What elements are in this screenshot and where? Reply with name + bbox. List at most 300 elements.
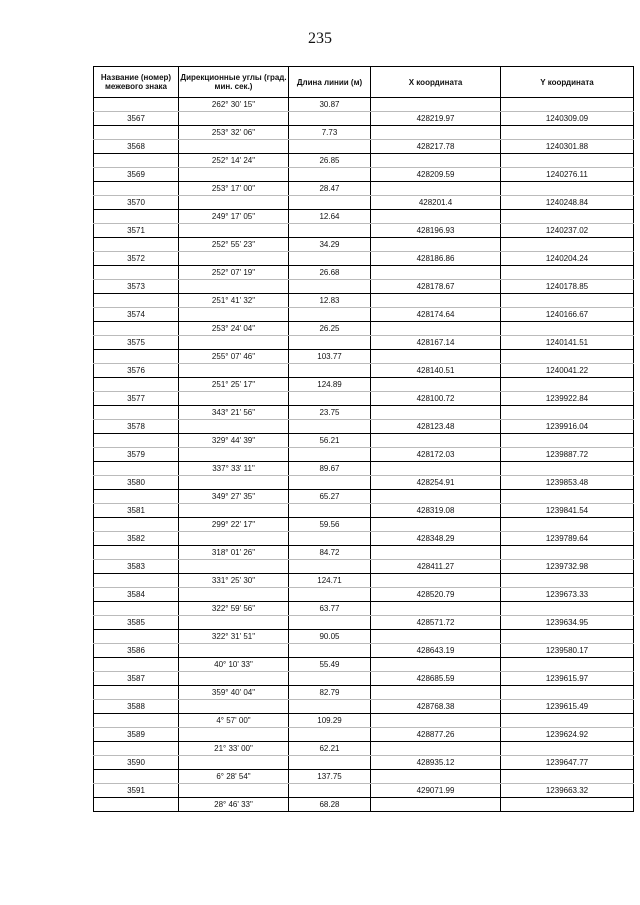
cell-x	[371, 490, 501, 504]
cell-name	[94, 350, 179, 364]
cell-y	[501, 266, 634, 280]
cell-angle	[179, 476, 289, 490]
cell-angle: 251° 25' 17"	[179, 378, 289, 392]
cell-x: 428100.72	[371, 392, 501, 406]
cell-angle: 252° 14' 24"	[179, 154, 289, 168]
cell-name	[94, 742, 179, 756]
table-row-point	[94, 700, 634, 714]
cell-name: 3577	[94, 392, 179, 406]
header-x: X координата	[371, 67, 501, 98]
cell-x: 428643.19	[371, 644, 501, 658]
cell-angle	[179, 364, 289, 378]
cell-angle	[179, 420, 289, 434]
cell-length	[289, 168, 371, 182]
cell-x: 428186.86	[371, 252, 501, 266]
table-row-segment	[94, 770, 634, 784]
cell-x: 428768.38	[371, 700, 501, 714]
cell-angle: 299° 22' 17"	[179, 518, 289, 532]
cell-name	[94, 210, 179, 224]
cell-x: 428196.93	[371, 224, 501, 238]
cell-y	[501, 182, 634, 196]
cell-y	[501, 462, 634, 476]
cell-length	[289, 252, 371, 266]
table-row-point	[94, 756, 634, 770]
cell-x: 428140.51	[371, 364, 501, 378]
cell-y: 1239624.92	[501, 728, 634, 742]
cell-x: 428348.29	[371, 532, 501, 546]
cell-x: 428219.97	[371, 112, 501, 126]
table-row-point	[94, 476, 634, 490]
cell-name	[94, 434, 179, 448]
cell-name: 3583	[94, 560, 179, 574]
cell-angle	[179, 700, 289, 714]
cell-length: 28.47	[289, 182, 371, 196]
cell-angle: 253° 32' 06"	[179, 126, 289, 140]
cell-y	[501, 714, 634, 728]
cell-length: 12.83	[289, 294, 371, 308]
table-row-point	[94, 672, 634, 686]
cell-name	[94, 518, 179, 532]
table-row-segment	[94, 742, 634, 756]
cell-y	[501, 602, 634, 616]
cell-y: 1240141.51	[501, 336, 634, 350]
table-row-segment	[94, 266, 634, 280]
cell-y	[501, 518, 634, 532]
cell-x: 428167.14	[371, 336, 501, 350]
cell-angle: 252° 07' 19"	[179, 266, 289, 280]
cell-length	[289, 756, 371, 770]
cell-angle	[179, 616, 289, 630]
cell-name: 3575	[94, 336, 179, 350]
cell-y	[501, 686, 634, 700]
cell-name	[94, 490, 179, 504]
header-length: Длина линии (м)	[289, 67, 371, 98]
cell-name: 3578	[94, 420, 179, 434]
cell-name: 3572	[94, 252, 179, 266]
cell-length: 26.85	[289, 154, 371, 168]
cell-length: 12.64	[289, 210, 371, 224]
cell-name: 3586	[94, 644, 179, 658]
table-row-segment	[94, 686, 634, 700]
table-row-segment	[94, 182, 634, 196]
table-row-point	[94, 308, 634, 322]
cell-length: 30.87	[289, 98, 371, 112]
cell-x	[371, 518, 501, 532]
cell-name: 3589	[94, 728, 179, 742]
cell-y	[501, 490, 634, 504]
cell-y: 1240237.02	[501, 224, 634, 238]
cell-y	[501, 322, 634, 336]
table-row-point	[94, 644, 634, 658]
cell-x: 428411.27	[371, 560, 501, 574]
cell-x	[371, 294, 501, 308]
cell-name	[94, 546, 179, 560]
table-row-segment	[94, 434, 634, 448]
cell-x	[371, 798, 501, 812]
table-row-point	[94, 784, 634, 798]
table-row-segment	[94, 518, 634, 532]
cell-angle	[179, 112, 289, 126]
table-row-point	[94, 196, 634, 210]
cell-angle: 329° 44' 39"	[179, 434, 289, 448]
cell-x	[371, 350, 501, 364]
cell-x: 428877.26	[371, 728, 501, 742]
cell-name	[94, 322, 179, 336]
cell-angle: 253° 17' 00"	[179, 182, 289, 196]
cell-length	[289, 476, 371, 490]
cell-name	[94, 294, 179, 308]
cell-angle: 6° 28' 54"	[179, 770, 289, 784]
cell-name	[94, 714, 179, 728]
cell-x	[371, 266, 501, 280]
table-row-segment	[94, 238, 634, 252]
cell-angle	[179, 756, 289, 770]
cell-y: 1239647.77	[501, 756, 634, 770]
cell-name: 3590	[94, 756, 179, 770]
cell-angle: 322° 31' 51"	[179, 630, 289, 644]
cell-x: 428935.12	[371, 756, 501, 770]
cell-x: 428178.67	[371, 280, 501, 294]
cell-angle: 343° 21' 56"	[179, 406, 289, 420]
table-row-segment	[94, 462, 634, 476]
cell-length: 109.29	[289, 714, 371, 728]
cell-angle	[179, 196, 289, 210]
cell-angle	[179, 728, 289, 742]
table-row-segment	[94, 546, 634, 560]
cell-x: 428520.79	[371, 588, 501, 602]
cell-y: 1240309.09	[501, 112, 634, 126]
cell-name	[94, 98, 179, 112]
cell-length	[289, 532, 371, 546]
cell-length: 56.21	[289, 434, 371, 448]
cell-name: 3582	[94, 532, 179, 546]
cell-angle	[179, 644, 289, 658]
cell-y	[501, 770, 634, 784]
cell-y: 1240276.11	[501, 168, 634, 182]
header-name: Название (номер) межевого знака	[94, 67, 179, 98]
cell-length: 103.77	[289, 350, 371, 364]
table-row-point	[94, 252, 634, 266]
table-row-segment	[94, 630, 634, 644]
table-row-point	[94, 280, 634, 294]
cell-length: 82.79	[289, 686, 371, 700]
cell-name: 3570	[94, 196, 179, 210]
header-y: Y координата	[501, 67, 634, 98]
cell-length	[289, 392, 371, 406]
cell-angle: 249° 17' 05"	[179, 210, 289, 224]
cell-angle	[179, 168, 289, 182]
cell-length: 90.05	[289, 630, 371, 644]
table-row-point	[94, 392, 634, 406]
cell-x: 428571.72	[371, 616, 501, 630]
cell-y: 1239663.32	[501, 784, 634, 798]
cell-x: 428685.59	[371, 672, 501, 686]
cell-x	[371, 238, 501, 252]
cell-length	[289, 672, 371, 686]
cell-x	[371, 98, 501, 112]
cell-angle	[179, 140, 289, 154]
cell-name: 3567	[94, 112, 179, 126]
cell-length	[289, 504, 371, 518]
cell-angle: 262° 30' 15"	[179, 98, 289, 112]
table-row-segment	[94, 798, 634, 812]
table-row-segment	[94, 350, 634, 364]
cell-x	[371, 434, 501, 448]
cell-length: 89.67	[289, 462, 371, 476]
page-number: 235	[308, 30, 332, 47]
cell-x	[371, 574, 501, 588]
cell-x: 428201.4	[371, 196, 501, 210]
cell-angle: 40° 10' 33"	[179, 658, 289, 672]
cell-name	[94, 798, 179, 812]
cell-y: 1239732.98	[501, 560, 634, 574]
table-row-point	[94, 616, 634, 630]
cell-y	[501, 742, 634, 756]
cell-y	[501, 434, 634, 448]
cell-y: 1239634.95	[501, 616, 634, 630]
cell-length	[289, 700, 371, 714]
cell-y	[501, 350, 634, 364]
table-row-segment	[94, 294, 634, 308]
table-row-segment	[94, 98, 634, 112]
table-row-point	[94, 224, 634, 238]
cell-y: 1240301.88	[501, 140, 634, 154]
cell-length	[289, 140, 371, 154]
table-row-segment	[94, 378, 634, 392]
cell-y	[501, 406, 634, 420]
cell-length: 65.27	[289, 490, 371, 504]
cell-x	[371, 126, 501, 140]
cell-length	[289, 588, 371, 602]
cell-x	[371, 714, 501, 728]
cell-name: 3568	[94, 140, 179, 154]
cell-length	[289, 280, 371, 294]
cell-y: 1240204.24	[501, 252, 634, 266]
cell-angle	[179, 392, 289, 406]
cell-x	[371, 686, 501, 700]
cell-angle	[179, 280, 289, 294]
cell-name: 3573	[94, 280, 179, 294]
cell-x	[371, 406, 501, 420]
cell-y: 1240041.22	[501, 364, 634, 378]
cell-angle	[179, 308, 289, 322]
cell-y	[501, 574, 634, 588]
cell-name: 3580	[94, 476, 179, 490]
cell-name: 3579	[94, 448, 179, 462]
cell-name	[94, 462, 179, 476]
cell-y	[501, 210, 634, 224]
cell-y	[501, 798, 634, 812]
cell-length: 23.75	[289, 406, 371, 420]
cell-y: 1239580.17	[501, 644, 634, 658]
cell-angle	[179, 560, 289, 574]
cell-x	[371, 630, 501, 644]
cell-length: 26.25	[289, 322, 371, 336]
cell-angle: 359° 40' 04"	[179, 686, 289, 700]
cell-angle	[179, 224, 289, 238]
cell-length: 63.77	[289, 602, 371, 616]
table-row-segment	[94, 210, 634, 224]
cell-angle	[179, 504, 289, 518]
cell-name	[94, 658, 179, 672]
table-row-point	[94, 560, 634, 574]
table-row-segment	[94, 126, 634, 140]
cell-angle	[179, 588, 289, 602]
cell-length	[289, 336, 371, 350]
cell-name	[94, 630, 179, 644]
cell-name	[94, 238, 179, 252]
cell-name	[94, 406, 179, 420]
cell-angle: 251° 41' 32"	[179, 294, 289, 308]
cell-length	[289, 560, 371, 574]
table-row-segment	[94, 714, 634, 728]
cell-x: 429071.99	[371, 784, 501, 798]
cell-angle	[179, 532, 289, 546]
cell-name	[94, 602, 179, 616]
cell-name	[94, 182, 179, 196]
cell-x	[371, 210, 501, 224]
cell-angle	[179, 672, 289, 686]
cell-name	[94, 266, 179, 280]
cell-length	[289, 644, 371, 658]
cell-length	[289, 784, 371, 798]
cell-x: 428172.03	[371, 448, 501, 462]
table-row-point	[94, 588, 634, 602]
cell-length	[289, 448, 371, 462]
cell-x: 428123.48	[371, 420, 501, 434]
cell-x: 428209.59	[371, 168, 501, 182]
cell-y: 1239841.54	[501, 504, 634, 518]
cell-name	[94, 686, 179, 700]
cell-length	[289, 728, 371, 742]
cell-angle	[179, 448, 289, 462]
cell-name	[94, 770, 179, 784]
cell-y: 1239673.33	[501, 588, 634, 602]
cell-name: 3584	[94, 588, 179, 602]
boundary-coordinates-table	[93, 66, 634, 812]
cell-length	[289, 364, 371, 378]
cell-y	[501, 630, 634, 644]
cell-x: 428319.08	[371, 504, 501, 518]
table-row-segment	[94, 154, 634, 168]
cell-y: 1239615.97	[501, 672, 634, 686]
cell-x	[371, 322, 501, 336]
table-row-point	[94, 168, 634, 182]
cell-name: 3571	[94, 224, 179, 238]
table-header-row	[94, 67, 634, 98]
cell-angle: 252° 55' 23"	[179, 238, 289, 252]
table-row-segment	[94, 322, 634, 336]
cell-angle: 322° 59' 56"	[179, 602, 289, 616]
cell-name: 3587	[94, 672, 179, 686]
cell-x	[371, 546, 501, 560]
cell-name: 3591	[94, 784, 179, 798]
cell-length	[289, 420, 371, 434]
table-row-point	[94, 532, 634, 546]
cell-length	[289, 196, 371, 210]
cell-length: 68.28	[289, 798, 371, 812]
cell-name	[94, 154, 179, 168]
table-row-segment	[94, 658, 634, 672]
cell-y	[501, 378, 634, 392]
cell-length: 59.56	[289, 518, 371, 532]
cell-x: 428174.64	[371, 308, 501, 322]
cell-angle	[179, 784, 289, 798]
cell-y	[501, 294, 634, 308]
cell-x	[371, 602, 501, 616]
header-angle: Дирекционные углы (град. мин. сек.)	[179, 67, 289, 98]
cell-y	[501, 658, 634, 672]
cell-length: 34.29	[289, 238, 371, 252]
cell-y: 1240166.67	[501, 308, 634, 322]
table-row-segment	[94, 406, 634, 420]
cell-angle: 21° 33' 00"	[179, 742, 289, 756]
table-row-point	[94, 140, 634, 154]
table-row-segment	[94, 574, 634, 588]
cell-angle	[179, 252, 289, 266]
cell-length: 84.72	[289, 546, 371, 560]
cell-length: 26.68	[289, 266, 371, 280]
table-row-segment	[94, 602, 634, 616]
table-body	[94, 98, 634, 812]
cell-y	[501, 154, 634, 168]
cell-angle: 255° 07' 46"	[179, 350, 289, 364]
cell-angle: 4° 57' 00"	[179, 714, 289, 728]
cell-angle: 253° 24' 04"	[179, 322, 289, 336]
cell-angle: 318° 01' 26"	[179, 546, 289, 560]
cell-angle: 331° 25' 30"	[179, 574, 289, 588]
cell-length: 62.21	[289, 742, 371, 756]
cell-y: 1239922.84	[501, 392, 634, 406]
cell-y: 1239789.64	[501, 532, 634, 546]
cell-length: 137.75	[289, 770, 371, 784]
cell-y: 1239916.04	[501, 420, 634, 434]
cell-name	[94, 378, 179, 392]
cell-name	[94, 126, 179, 140]
cell-x	[371, 154, 501, 168]
cell-length: 124.89	[289, 378, 371, 392]
cell-length	[289, 112, 371, 126]
cell-x	[371, 378, 501, 392]
cell-angle	[179, 336, 289, 350]
cell-y	[501, 238, 634, 252]
cell-angle: 28° 46' 33"	[179, 798, 289, 812]
cell-length	[289, 224, 371, 238]
cell-length: 7.73	[289, 126, 371, 140]
cell-name: 3576	[94, 364, 179, 378]
table-row-point	[94, 448, 634, 462]
cell-angle: 349° 27' 35"	[179, 490, 289, 504]
cell-name	[94, 574, 179, 588]
cell-x	[371, 742, 501, 756]
cell-length: 55.49	[289, 658, 371, 672]
cell-y	[501, 126, 634, 140]
cell-x	[371, 182, 501, 196]
cell-y: 1240178.85	[501, 280, 634, 294]
table-row-point	[94, 420, 634, 434]
cell-angle: 337° 33' 11"	[179, 462, 289, 476]
table-row-point	[94, 728, 634, 742]
cell-x: 428217.78	[371, 140, 501, 154]
cell-x	[371, 658, 501, 672]
table-row-point	[94, 336, 634, 350]
cell-name: 3581	[94, 504, 179, 518]
cell-x: 428254.91	[371, 476, 501, 490]
cell-y: 1239853.48	[501, 476, 634, 490]
cell-name: 3585	[94, 616, 179, 630]
table-row-point	[94, 364, 634, 378]
cell-y: 1239887.72	[501, 448, 634, 462]
